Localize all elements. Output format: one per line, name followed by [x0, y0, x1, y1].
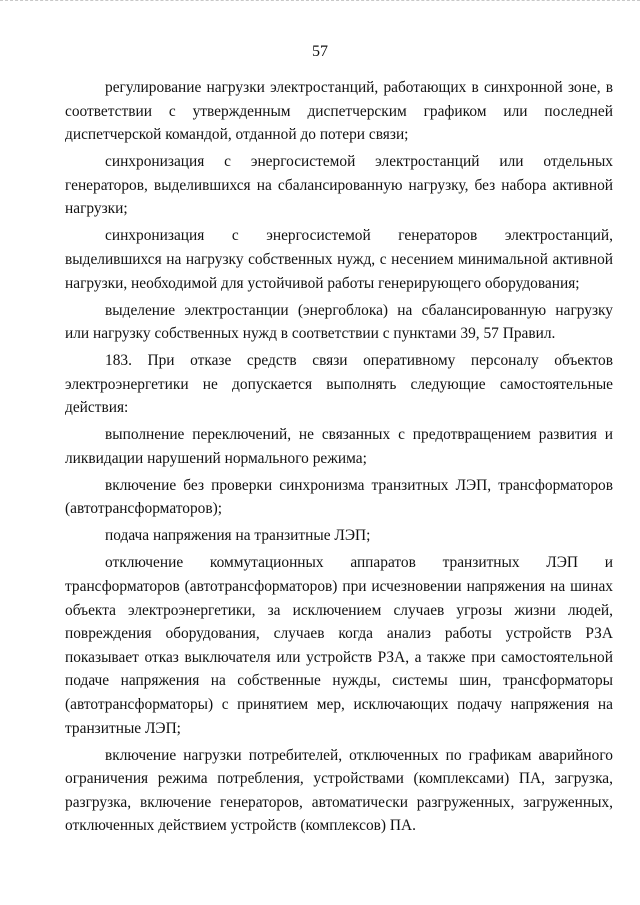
paragraph-sync-check: включение без проверки синхронизма транзитных ЛЭП, трансформаторов (автотрансформаторов); — [65, 476, 613, 518]
page-top-edge — [0, 0, 640, 4]
paragraph-sync-balanced-load: синхронизация с энергосистемой электростанций или отдельных генераторов, выделившихся на сбалансированную нагрузку, без набора активной нагрузки; — [65, 153, 613, 218]
page-number: 57 — [312, 43, 328, 60]
paragraph-clause-183: 183. При отказе средств связи оперативному персоналу объектов электроэнергетики не допускается выполнять следующие самостоятельные действия: — [65, 352, 613, 417]
document-body — [65, 76, 613, 841]
paragraph-consumer-load: включение нагрузки потребителей, отключенных по графикам аварийного ограничения режима потребления, устройствами (комплексами) ПА, загрузка, разгрузка, включение генераторов, автоматически разгруженных, загруженных, отключенных действием устройств (комплексов) ПА. — [65, 746, 613, 835]
paragraph-station-separation: выделение электростанции (энергоблока) на сбалансированную нагрузку или нагрузку собственных нужд в соответствии с пунктами 39, 57 Правил. — [65, 301, 613, 343]
paragraph-sync-own-needs: синхронизация с энергосистемой генераторов электростанций, выделившихся на нагрузку собственных нужд, с несением минимальной активной нагрузки, необходимой для устойчивой работы генерирующего оборудования; — [65, 227, 613, 292]
paragraph-voltage-supply: подача напряжения на транзитные ЛЭП; — [105, 527, 371, 545]
paragraph-switching: выполнение переключений, не связанных с предотвращением развития и ликвидации нарушений нормального режима; — [65, 426, 613, 467]
paragraph-load-regulation: регулирование нагрузки электростанций, работающих в синхронной зоне, в соответствии с утвержденным диспетчерским графиком или последней диспетчерской командой, отданной до потери связи; — [65, 79, 613, 144]
paragraph-disconnection: отключение коммутационных аппаратов транзитных ЛЭП и трансформаторов (автотрансформаторов) при исчезновении напряжения на шинах объекта электроэнергетики, за исключением случаев угрозы жизни людей, повреждения оборудования, случаев когда анализ работы устройств РЗА показывает отказ выключателя или устройств РЗА, а также при самостоятельной подаче напряжения на собственные нужды, системы шин, трансформаторы (автотрансформаторы) с принятием мер, исключающих подачу напряжения на транзитные ЛЭП; — [65, 554, 613, 737]
